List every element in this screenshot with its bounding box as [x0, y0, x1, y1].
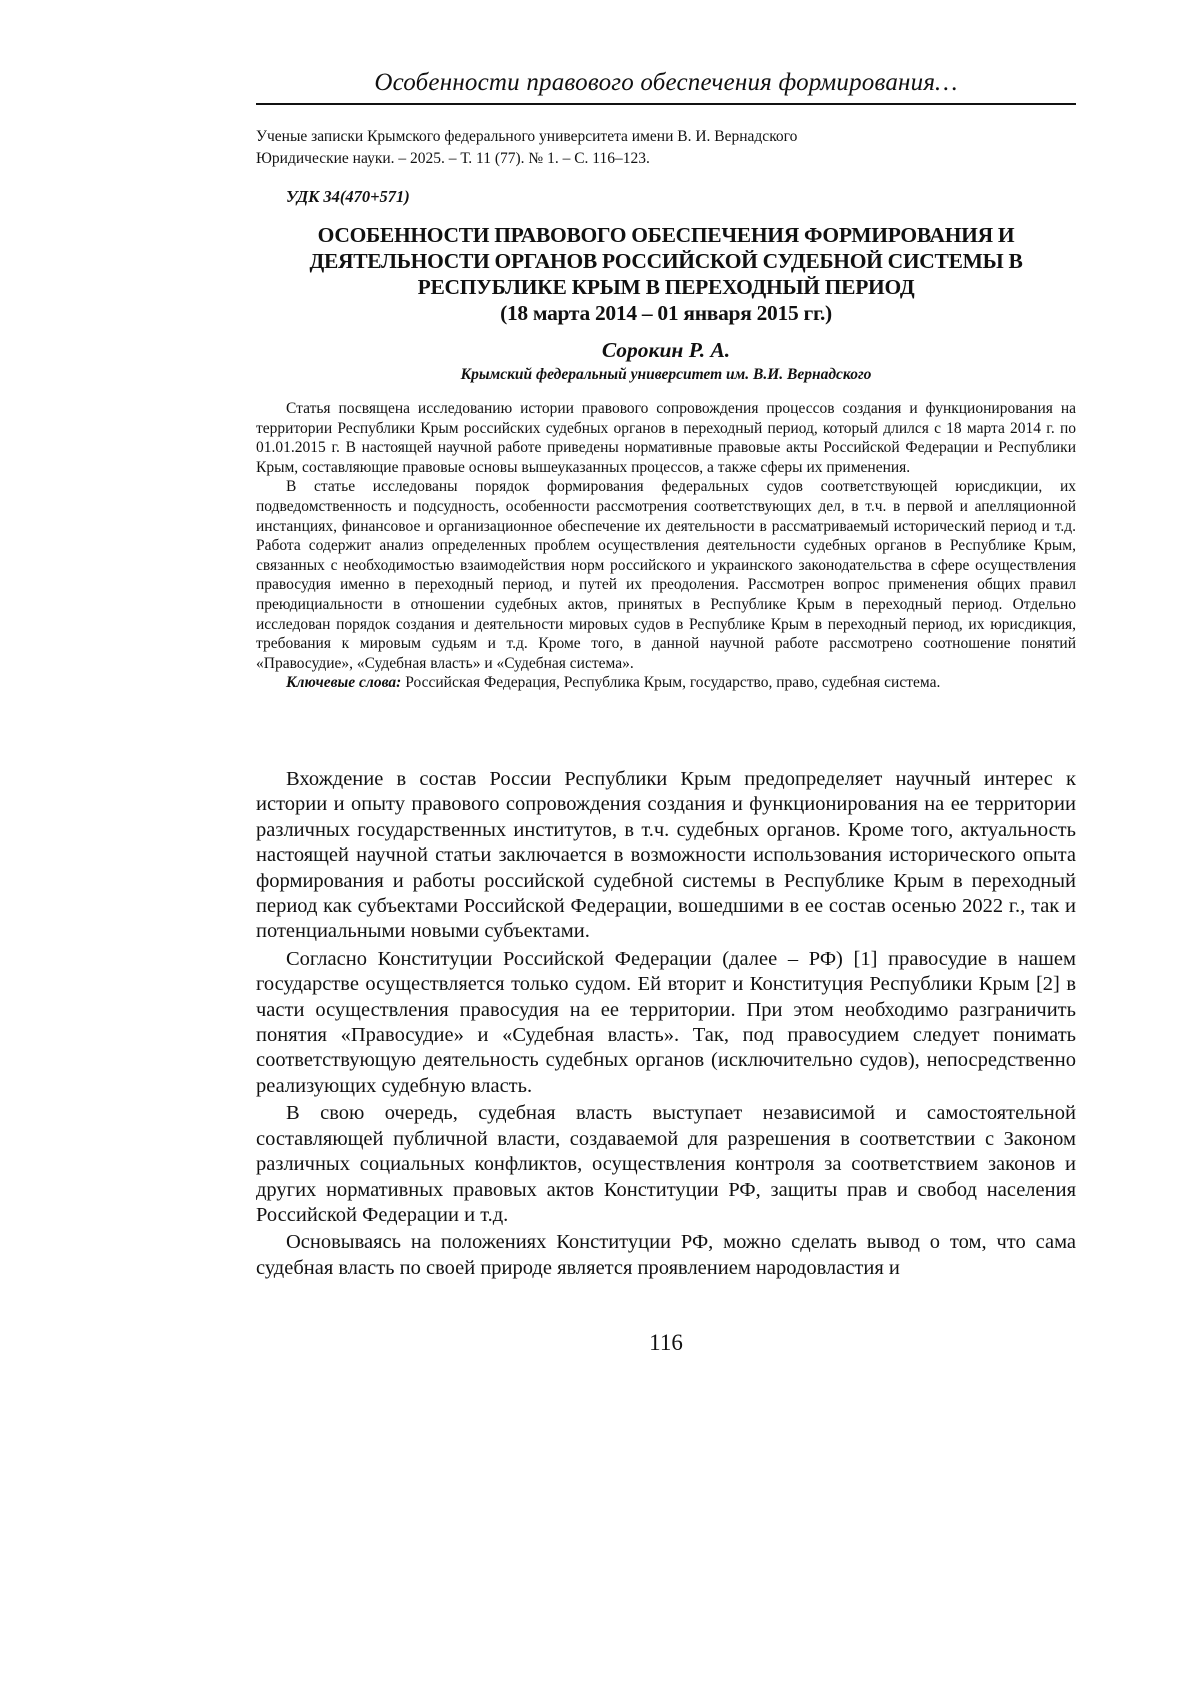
- title-line: ОСОБЕННОСТИ ПРАВОВОГО ОБЕСПЕЧЕНИЯ ФОРМИРОВАНИЯ И: [317, 223, 1015, 247]
- author-affiliation: Крымский федеральный университет им. В.И. Вернадского: [460, 366, 872, 383]
- body-paragraph: Основываясь на положениях Конституции РФ, можно сделать вывод о том, что сама судебная власть по своей природе является проявлением народовластия и: [256, 1231, 1076, 1279]
- author-name: Сорокин Р. А.: [601, 338, 731, 362]
- title-line: РЕСПУБЛИКЕ КРЫМ В ПЕРЕХОДНЫЙ ПЕРИОД: [417, 275, 915, 299]
- title-line: ДЕЯТЕЛЬНОСТИ ОРГАНОВ РОССИЙСКОЙ СУДЕБНОЙ СИСТЕМЫ В: [309, 249, 1023, 273]
- running-header: Особенности правового обеспечения формирования…: [374, 69, 958, 96]
- article-body: [256, 767, 1076, 1283]
- page-number: 116: [649, 1330, 683, 1355]
- journal-issue-line: Юридические науки. – 2025. – Т. 11 (77). № 1. – С. 116–123.: [256, 150, 650, 167]
- body-paragraph: В свою очередь, судебная власть выступает независимой и самостоятельной составляющей публичной власти, создаваемой для разрешения в соответствии с Законом различных социальных конфликтов, осуществления контроля за соответствием законов и других нормативных правовых актов Конституции РФ, защиты прав и свобод населения Российской Федерации и т.д.: [256, 1102, 1076, 1226]
- keywords-text: Российская Федерация, Республика Крым, государство, право, судебная система.: [401, 674, 941, 692]
- journal-name-line: Ученые записки Крымского федерального университета имени В. И. Вернадского: [256, 128, 798, 145]
- body-paragraph: Вхождение в состав России Республики Крым предопределяет научный интерес к истории и опыту правового сопровождения создания и функционирования на ее территории различных государственных институтов, в т.ч. судебных органов. Кроме того, актуальность настоящей научной статьи заключается в возможности использования исторического опыта формирования и работы российской судебной системы в Республике Крым в переходный период как субъектами Российской Федерации, вошедшими в ее состав осенью 2022 г., так и потенциальными новыми субъектами.: [256, 768, 1076, 943]
- keywords: [256, 673, 1076, 693]
- article-title: [256, 222, 1076, 326]
- header-rule: [256, 103, 1076, 105]
- abstract: [256, 399, 1076, 693]
- title-date-range: (18 марта 2014 – 01 января 2015 гг.): [500, 301, 832, 325]
- journal-info: [256, 126, 1076, 170]
- abstract-paragraph: В статье исследованы порядок формирования федеральных судов соответствующей юрисдикции, их подведомственность и подсудность, особенности рассмотрения соответствующих дел, в т.ч. в первой и апелляционной инстанциях, финансовое и организационное обеспечение их деятельности в рассматриваемый исторический период и т.д. Работа содержит анализ определенных проблем осуществления деятельности судебных органов в Республике Крым, связанных с необходимостью взаимодействия норм российского и украинского законодательства в сфере осуществления правосудия именно в переходный период, и путей их преодоления. Рассмотрен вопрос применения общих правил преюдициальности в отношении судебных актов, принятых в Республике Крым в переходный период. Отдельно исследован порядок создания и деятельности мировых судов в Республике Крым в переходный период, их юрисдикция, требования к мировым судьям и т.д. Кроме того, в данной научной работе рассмотрено соотношение понятий «Правосудие», «Судебная власть» и «Судебная система».: [256, 478, 1076, 672]
- keywords-label: Ключевые слова:: [286, 674, 402, 692]
- body-paragraph: Согласно Конституции Российской Федерации (далее – РФ) [1] правосудие в нашем государстве осуществляется только судом. Ей вторит и Конституция Республики Крым [2] в части осуществления правосудия на ее территории. При этом необходимо разграничить понятия «Правосудие» и «Судебная власть». Так, под правосудием следует понимать соответствующую деятельность судебных органов (исключительно судов), непосредственно реализующих судебную власть.: [256, 947, 1076, 1097]
- udk-code: УДК 34(470+571): [286, 187, 410, 206]
- abstract-paragraph: Статья посвящена исследованию истории правового сопровождения процессов создания и функционирования на территории Республики Крым российских судебных органов в переходный период, который длился с 18 марта 2014 г. по 01.01.2015 г. В настоящей научной работе приведены нормативные правовые акты Российской Федерации и Республики Крым, составляющие правовые основы вышеуказанных процессов, а также сферы их применения.: [256, 400, 1076, 476]
